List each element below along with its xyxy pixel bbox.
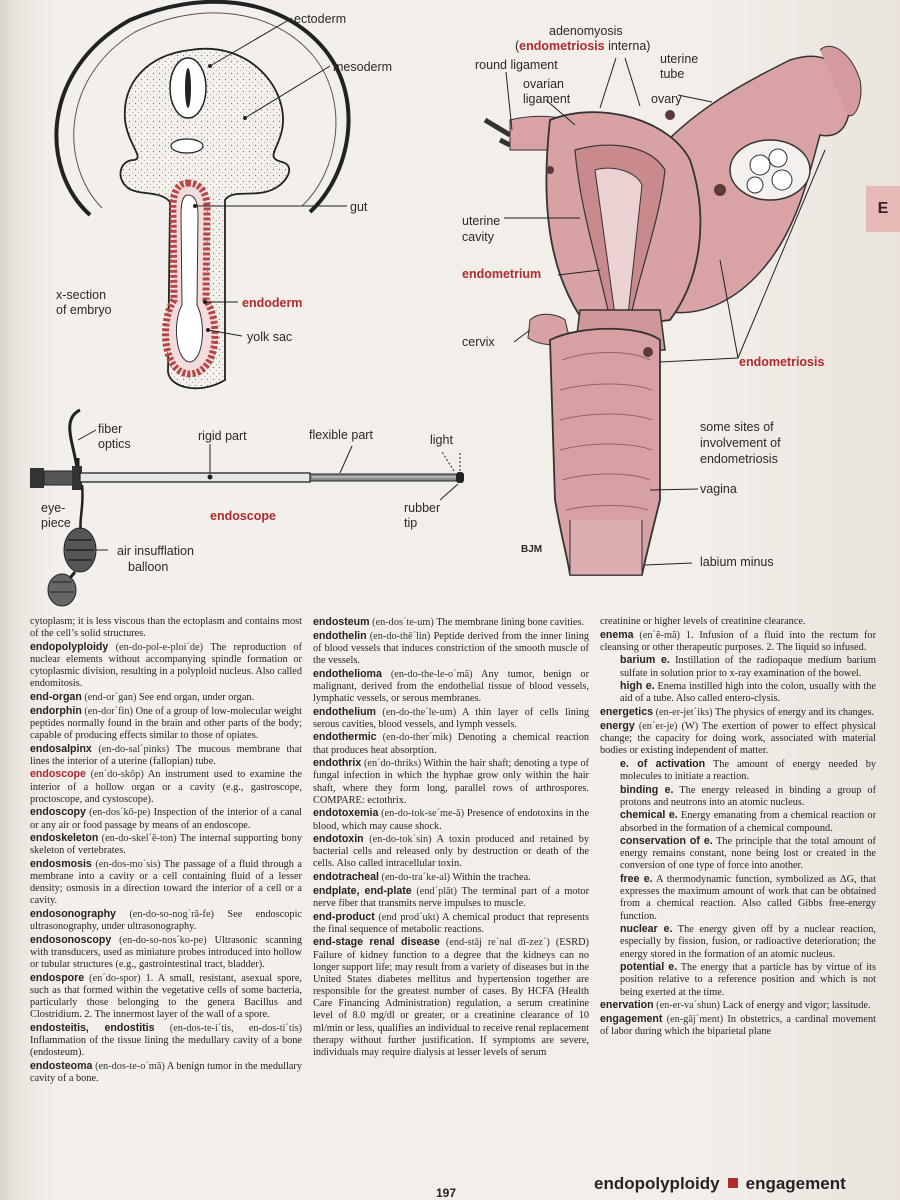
entry-pronunciation: (en-do-skel´ĕ-ton) [101, 833, 177, 845]
entry-pronunciation: (en-dos-te-o´mă) [95, 1060, 165, 1072]
dictionary-entry [600, 654, 876, 679]
dictionary-entry [30, 691, 302, 704]
dictionary-entry [600, 706, 876, 719]
entry-definition: A thermodynamic function, symbolized as ΔG, that expresses the maximum amount of work that can be obtained from a chemical reaction. Also called Gibbs free-energy function. [620, 874, 876, 922]
page-number: 197 [436, 1186, 457, 1200]
dictionary-entry [600, 923, 876, 960]
entry-definition: Any tumor, benign or malignant, derived from the endothelial tissue of blood vessels, lymphatic vessels, or serous membranes. [313, 668, 589, 704]
entry-pronunciation: (end prod´ukt) [378, 911, 440, 923]
entry-definition: The mucous membrane that lines the interior of a uterine (fallopian) tube. [30, 743, 302, 767]
entry-headword: endotoxemia [313, 807, 379, 820]
entry-headword: endosteitis, endostitis [30, 1022, 155, 1034]
entry-pronunciation: (en-dos-mo´sis) [95, 858, 161, 870]
dictionary-entry [313, 911, 589, 936]
entry-headword: endoskeleton [30, 832, 99, 845]
entry-definition: Inspection of the interior of a canal or any air or food passage by means of an endoscope. [30, 807, 303, 831]
label-endoscope: endoscope [210, 509, 276, 523]
label-uterine-tube-line1: uterine [660, 52, 699, 66]
thumb-index-tab [866, 186, 900, 232]
entry-definition: Enema instilled high into the colon, usually with the aid of a tube. Also called entero-clysis. [620, 681, 876, 705]
entry-headword: energy [600, 719, 635, 732]
label-xsection-line1: x-section [56, 288, 107, 302]
dictionary-entry [313, 871, 589, 884]
dictionary-entry [600, 809, 876, 834]
dictionary-entry [313, 833, 589, 870]
dictionary-entry [30, 743, 302, 768]
entry-definition: The energy given off by a nuclear reaction, especially by fission, fusion, or radioactive deterioration; the energy stored in the formation of an atomic nucleus. [620, 924, 877, 960]
dictionary-entry [313, 630, 589, 667]
entry-headword: enervation [600, 999, 654, 1012]
entry-headword: end-stage renal disease [313, 936, 440, 949]
entry-definition: An instrument used to examine the interior of a hollow organ or a cavity (e.g., gastroscope, proctoscope, and cystoscope). [30, 769, 302, 805]
entry-definition: The amount of energy needed by molecules to initiate a reaction. [620, 758, 877, 782]
entry-pronunciation: (en-do-tok´sin) [369, 834, 432, 846]
label-gut: gut [350, 200, 368, 214]
entry-headword: potential e. [620, 961, 678, 974]
entry-pronunciation: (en-er-va´shun) [656, 1000, 720, 1012]
dictionary-entry [600, 758, 876, 783]
entry-definition: The energy released in binding a group of protons and neutrons into an atomic nucleus. [620, 784, 876, 808]
label-xsection-line2: of embryo [56, 303, 112, 317]
label-ovarian-ligament-line2: ligament [523, 92, 571, 106]
entry-definition: Ultrasonic scanning with transducers, used as miniature probes introduced into hollow or tubular structures (e.g., gastrointestinal tract, bladder). [30, 934, 302, 971]
entry-definition: 1. A small, resistant, asexual spore, such as that formed within the vegetative cells of some bacteria, particularly those belonging to the genera Bacillus and Clostridium. 2. The innermost layer of the wall of a spore. [30, 972, 303, 1021]
entry-headword: binding e. [620, 783, 674, 796]
label-adenomyosis: adenomyosis [549, 24, 623, 38]
entry-definition: The membrane lining bone cavities. [436, 617, 585, 628]
label-some-sites-line2: involvement of [700, 436, 781, 450]
entry-headword: chemical e. [620, 809, 678, 822]
label-uterine-tube-line2: tube [660, 67, 685, 81]
entry-pronunciation: (en-dos-te-i´tis, en-dos-ti´tis) [169, 1023, 303, 1034]
entry-headword: high e. [620, 680, 655, 693]
entry-headword: endosteum [313, 616, 370, 628]
dictionary-entry [30, 1060, 302, 1085]
dictionary-entry [600, 629, 876, 654]
label-eye-piece-line2: piece [41, 516, 71, 530]
entry-headword: endosalpinx [30, 742, 92, 755]
entry-definition: 1. Infusion of a fluid into the rectum for cleansing or other therapeutic purposes. 2. The liquid so infused. [600, 629, 877, 653]
label-labium-minus: labium minus [700, 555, 774, 569]
entry-headword: endothelioma [313, 667, 382, 680]
dictionary-entry [600, 873, 876, 923]
dictionary-entry [313, 616, 589, 629]
entry-pronunciation: (en-do-tok-se´me-ă) [381, 808, 465, 820]
dictionary-entry [30, 858, 302, 908]
entry-definition: Energy emanating from a chemical reaction or absorbed in the formation of a chemical compound. [620, 810, 877, 834]
dictionary-entry [313, 731, 589, 756]
entry-definition: A thin layer of cells lining serous cavities, blood vessels, and lymph vessels. [313, 706, 590, 730]
dictionary-entry [600, 835, 876, 872]
dictionary-entry [30, 934, 302, 971]
dictionary-entry [30, 768, 302, 805]
entry-pronunciation: (en-do-the-le-o´mă) [390, 668, 473, 680]
entry-headword: free e. [620, 873, 653, 886]
label-endometrium: endometrium [462, 267, 542, 281]
label-endoderm: endoderm [242, 296, 303, 310]
tab-letter: E [877, 200, 889, 217]
entry-pronunciation: (en-gāj´ment) [666, 1013, 724, 1025]
label-ovarian-ligament-line1: ovarian [523, 77, 564, 91]
entry-pronunciation: (en-do-so-nos´ko-pe) [119, 934, 207, 946]
label-endometriosis: endometriosis [739, 355, 825, 369]
entry-pronunciation: (end-or´gan) [84, 691, 137, 703]
dictionary-entry [30, 832, 302, 857]
illustrator-signature: BJM [521, 544, 543, 555]
label-light: light [430, 433, 453, 447]
entry-definition: See endoscopic ultrasonography, under ultrasonography. [30, 909, 303, 933]
entry-definition: Inflammation of the tissue lining the medullary cavity of a bone (endosteum). [30, 1035, 302, 1059]
entry-pronunciation: (en-do-thē´lin) [369, 630, 431, 642]
entry-definition: Lack of energy and vigor; lassitude. [722, 1000, 871, 1012]
dictionary-entry [600, 961, 876, 998]
entry-headword: endosmosis [30, 857, 92, 870]
entry-headword: enema [600, 628, 634, 641]
entry-headword: engagement [600, 1012, 663, 1025]
entry-definition: The terminal part of a motor nerve fiber that transmits nerve impulses to muscle. [313, 885, 590, 909]
label-rubber-tip-line2: tip [404, 516, 418, 530]
entry-definition: The principle that the total amount of energy remains constant, none being lost or created in the conversion of one type of force into another. [620, 836, 876, 872]
label-fiber-optics-line2: optics [98, 437, 131, 451]
entry-definition: A benign tumor in the medullary cavity of a bone. [30, 1060, 302, 1085]
entry-definition: The energy that a particle has by virtue of its position relative to a reference position and which is not being exerted at the time. [620, 962, 877, 998]
label-uterine-cavity-line1: uterine [462, 214, 501, 228]
entry-headword: endoscope [30, 768, 86, 781]
dictionary-entry [30, 908, 302, 933]
entry-definition: Within the trachea. [452, 872, 531, 884]
entry-pronunciation: (en-do-so-nog´ră-fe) [129, 909, 214, 921]
entry-headword: endothelin [313, 629, 367, 642]
dictionary-entry [600, 720, 876, 757]
entry-definition: Instillation of the radiopaque medium barium sulfate in solution prior to x-ray examination of the bowel. [620, 655, 876, 679]
entry-definition: In obstetrics, a cardinal movement of labor during which the biparietal plane [600, 1013, 877, 1037]
entry-headword: endosteoma [30, 1059, 93, 1072]
dictionary-entry [30, 705, 302, 742]
dictionary-entry [30, 972, 302, 1022]
label-cervix: cervix [462, 335, 495, 349]
entry-pronunciation: (en´er-je) [638, 720, 678, 732]
entry-headword: endorphin [30, 704, 82, 717]
entry-definition: Within the hair shaft; denoting a type of fungal infection in which the hyphae grow only within the hair shaft, where they form long, parallel rows of arthrospores. COMPARE: ectothrix. [313, 758, 589, 806]
label-rubber-tip-line1: rubber [404, 501, 441, 515]
entry-headword: endplate, end-plate [313, 884, 412, 897]
entry-definition: cytoplasm; it is less viscous than the ectoplasm and contains most of the cell’s solid structures. [30, 616, 302, 640]
entry-pronunciation: (en-dor´fin) [84, 705, 133, 717]
entry-pronunciation: (en´ĕ-mă) [639, 629, 680, 641]
entry-pronunciation: (en´do-spor) [89, 972, 141, 984]
entry-headword: end-organ [30, 690, 82, 703]
dictionary-entry [30, 806, 302, 831]
entry-definition: (ESRD) Failure of kidney function to a degree that the kidneys can no longer support life; may result from a variety of diseases but in the United States diabetes mellitus and hypertension together are responsible for the greatest number of cases. By HCFA (Health Care Financing Administration) regulation, a serum creatinine level of 8.0 mg/dl or greater, or a creatinine clearance of 10 ml/min or less, qualifies an individual to receive renal replacement therapy without further justification. If symptoms are severe, individuals may require dialysis at lesser levels of serum [313, 937, 589, 1058]
entry-pronunciation: (en-er-jet´iks) [655, 707, 713, 719]
entry-headword: nuclear e. [620, 923, 673, 936]
label-air-insufflation-line1: air insufflation [117, 544, 194, 558]
entry-headword: end-product [313, 910, 375, 923]
entry-pronunciation: (en-do-ther´mik) [382, 732, 452, 744]
entry-pronunciation: (en-dos´kō-pe) [89, 807, 151, 819]
entry-definition: The passage of a fluid through a membrane into a cavity or a cell containing fluid of a lesser density; osmosis in a direction toward the interior of a cell or a cavity. [30, 858, 303, 907]
entry-definition: A toxin produced and retained by bacterial cells and released only by destruction or death of the cells. Also called intracellular toxin. [313, 834, 589, 870]
dictionary-entry [313, 757, 589, 807]
dictionary-entry [600, 616, 876, 628]
entries-column-1 [30, 616, 302, 1086]
entry-pronunciation: (en-do-tra´ke-al) [381, 872, 451, 884]
entry-definition: The internal supporting bony skeleton of vertebrates. [30, 833, 303, 857]
label-ectoderm: ectoderm [294, 12, 347, 26]
dictionary-entry [313, 885, 589, 910]
label-ovary: ovary [651, 92, 682, 106]
label-vagina: vagina [700, 482, 737, 496]
dictionary-entry [313, 807, 589, 832]
entry-pronunciation: (end-stāj re´nal dĭ-zez´) [445, 937, 550, 949]
label-endometriosis-interna: (endometriosis interna) [515, 39, 651, 53]
entry-headword: barium e. [620, 654, 670, 667]
entry-pronunciation: (en-dos´te-um) [372, 617, 434, 628]
label-rigid-part: rigid part [198, 429, 247, 443]
entry-definition: creatinine or higher levels of creatinine clearance. [600, 616, 806, 627]
entry-definition: A chemical product that represents the final sequence of metabolic reactions. [313, 911, 589, 935]
dictionary-entry [313, 668, 589, 705]
label-air-insufflation-line2: balloon [128, 560, 169, 574]
dictionary-entry [30, 1022, 302, 1059]
dictionary-entry [313, 936, 589, 1059]
dictionary-entry [600, 1013, 876, 1038]
entry-headword: endosonography [30, 908, 116, 921]
dictionary-entry [600, 999, 876, 1012]
entry-definition: Denoting a chemical reaction that produces heat absorption. [313, 732, 590, 756]
dictionary-entry [313, 706, 589, 731]
entry-pronunciation: (en-do-sal´pinks) [98, 743, 170, 755]
label-fiber-optics-line1: fiber [98, 422, 123, 436]
entry-headword: endopolyploidy [30, 640, 109, 653]
entry-headword: conservation of e. [620, 835, 713, 848]
dictionary-entry [30, 641, 302, 691]
entry-pronunciation: (en-do-the´le-um) [382, 706, 457, 718]
label-round-ligament: round ligament [475, 58, 558, 72]
label-eye-piece-line1: eye- [41, 501, 66, 515]
label-flexible-part: flexible part [309, 428, 373, 442]
entry-definition: The physics of energy and its changes. [714, 707, 875, 719]
entry-pronunciation: (en´do-skōp) [90, 769, 144, 781]
entry-pronunciation: (en´do-thriks) [363, 758, 422, 770]
label-mesoderm: mesoderm [333, 60, 393, 74]
entry-definition: (W) The exertion of power to effect physical change; the capacity for doing work, associated with material bodies or existing independent of matter. [600, 720, 876, 757]
entry-pronunciation: (end´plāt) [416, 885, 457, 897]
entry-headword: endotoxin [313, 833, 364, 846]
guide-word-first: endopolyploidy [594, 1174, 720, 1193]
entry-definition: One of a group of low-molecular weight peptides normally found in the brain and other parts of the body; capable of producing effects similar to those of opiates. [30, 705, 302, 741]
entry-definition: See end organ, under organ. [138, 691, 255, 703]
entry-headword: energetics [600, 706, 653, 719]
label-some-sites-line3: endometriosis [700, 452, 778, 466]
entry-definition: Peptide derived from the inner lining of blood vessels that induces constriction of the smooth muscle of the vessels. [313, 630, 589, 666]
entry-definition: The reproduction of nuclear elements without accompanying spindle formation or cytoplasmic division, resulting in a polyploid nucleus. Also called endomitosis. [30, 641, 303, 690]
entry-headword: endothermic [313, 731, 377, 744]
label-some-sites-line1: some sites of [700, 420, 774, 434]
label-yolk-sac: yolk sac [247, 330, 293, 344]
separator-square [728, 1178, 738, 1188]
entry-definition: Presence of endotoxins in the blood, which may cause shock. [313, 808, 590, 832]
dictionary-entry [600, 680, 876, 705]
entries-column-3 [600, 616, 876, 1039]
entry-pronunciation: (en-do-pol-e-ploi´de) [115, 641, 204, 653]
entry-headword: endothelium [313, 705, 376, 718]
entry-headword: endosonoscopy [30, 933, 112, 946]
entry-headword: endothrix [313, 757, 362, 770]
dictionary-entry [600, 784, 876, 809]
dictionary-entry [30, 616, 302, 640]
entries-column-2 [313, 616, 589, 1059]
label-uterine-cavity-line2: cavity [462, 230, 494, 244]
entry-headword: endoscopy [30, 806, 86, 819]
guide-word-last: engagement [745, 1174, 846, 1193]
entry-headword: e. of activation [620, 757, 706, 770]
guide-words [594, 1174, 884, 1198]
entry-headword: endospore [30, 971, 85, 984]
entry-headword: endotracheal [313, 871, 379, 884]
